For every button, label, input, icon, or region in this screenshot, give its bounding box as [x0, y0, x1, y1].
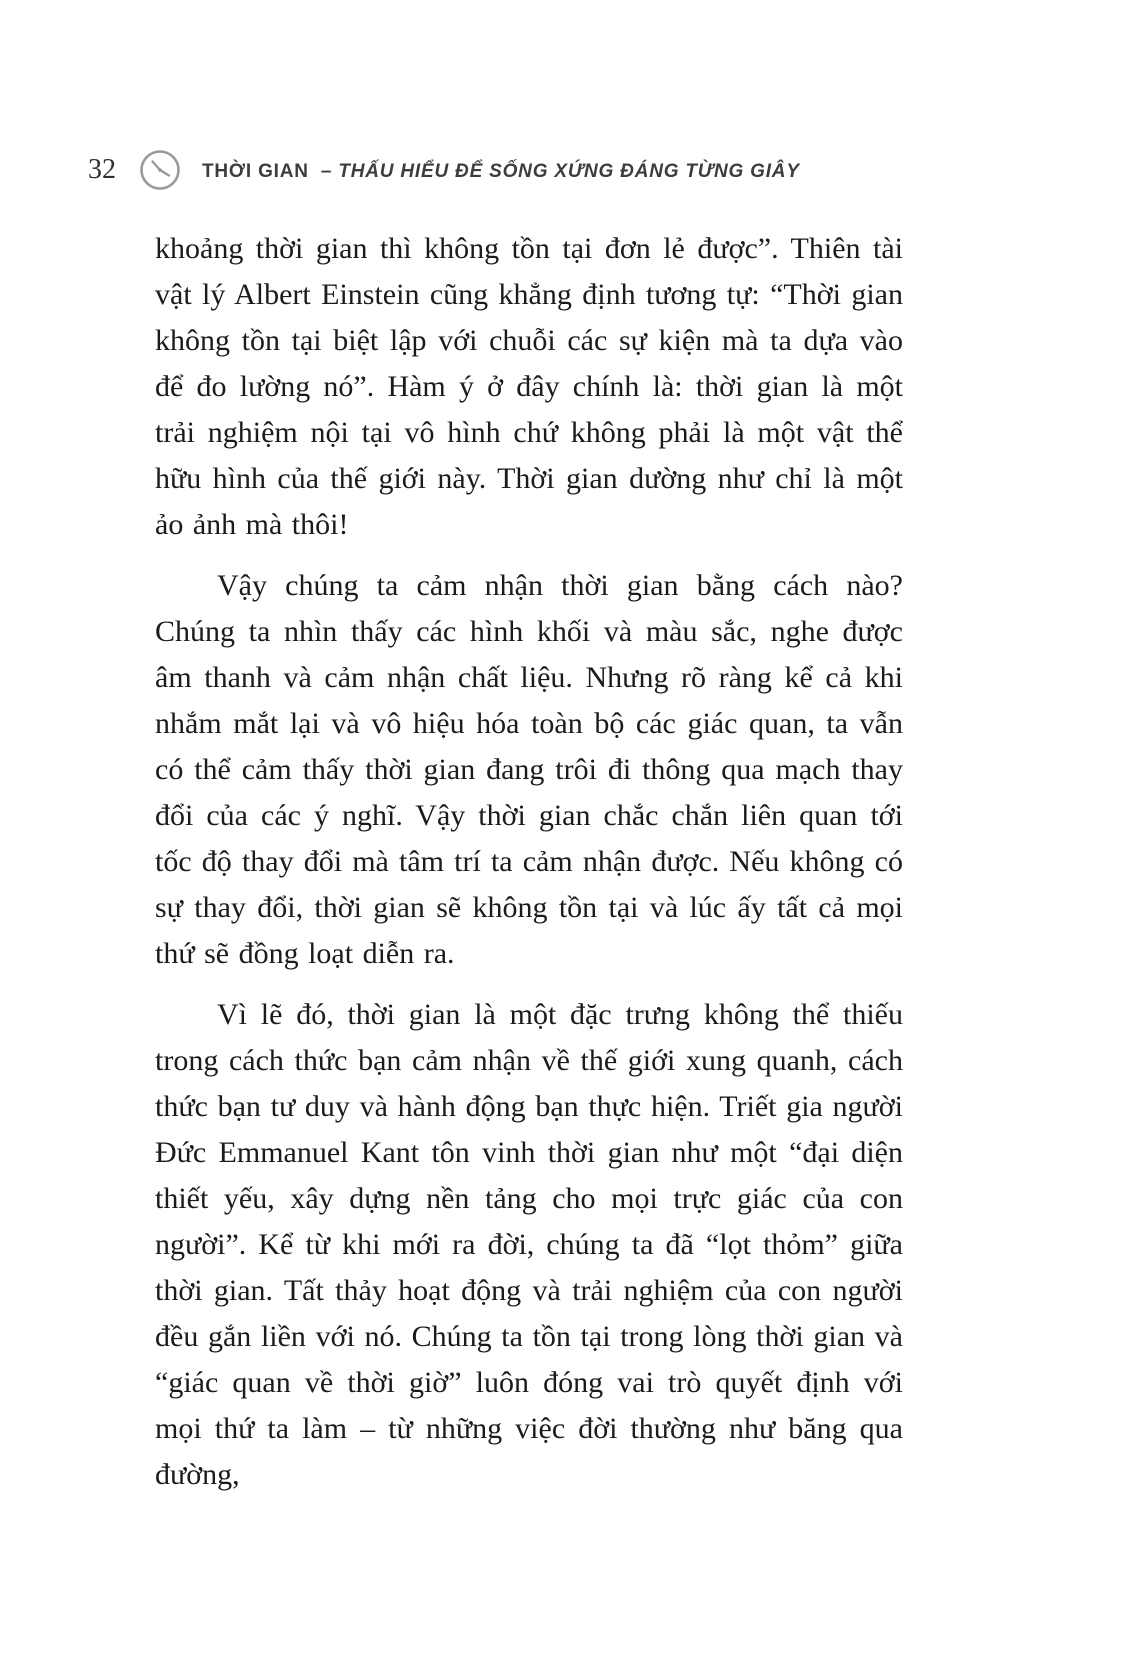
running-head-title: THỜI GIAN [202, 160, 309, 182]
paragraph-continuation: khoảng thời gian thì không tồn tại đơn lẻ được”. Thiên tài vật lý Albert Einstein cũng khẳng định tương tự: “Thời gian không tồn tại biệt lập với chuỗi các sự kiện mà ta dựa vào để đo lường nó”. Hàm ý ở đây chính là: thời gian là một trải nghiệm nội tại vô hình chứ không phải là một vật thể hữu hình của thế giới này. Thời gian dường như chỉ là một ảo ảnh mà thôi! [155, 232, 903, 541]
paragraph: Vì lẽ đó, thời gian là một đặc trưng không thể thiếu trong cách thức bạn cảm nhận về thế giới xung quanh, cách thức bạn tư duy và hành động bạn thực hiện. Triết gia người Đức Emmanuel Kant tôn vinh thời gian như một “đại diện thiết yếu, xây dựng nền tảng cho mọi trực giác của con người”. Kể từ khi mới ra đời, chúng ta đã “lọt thỏm” giữa thời gian. Tất thảy hoạt động và trải nghiệm của con người đều gắn liền với nó. Chúng ta tồn tại trong lòng thời gian và “giác quan về thời giờ” luôn đóng vai trò quyết định với mọi thứ ta làm – từ những việc đời thường như băng qua đường, [155, 998, 903, 1491]
running-head [202, 160, 800, 181]
paragraph: Vậy chúng ta cảm nhận thời gian bằng cách nào? Chúng ta nhìn thấy các hình khối và màu sắc, nghe được âm thanh và cảm nhận chất liệu. Nhưng rõ ràng kể cả khi nhắm mắt lại và vô hiệu hóa toàn bộ các giác quan, ta vẫn có thể cảm thấy thời gian đang trôi đi thông qua mạch thay đổi của các ý nghĩ. Vậy thời gian chắc chắn liên quan tới tốc độ thay đổi mà tâm trí ta cảm nhận được. Nếu không có sự thay đổi, thời gian sẽ không tồn tại và lúc ấy tất cả mọi thứ sẽ đồng loạt diễn ra. [155, 569, 903, 970]
page-body [155, 226, 903, 1513]
page-number: 32 [88, 154, 116, 185]
page-header [88, 148, 1005, 192]
clock-icon [138, 148, 182, 192]
running-head-subtitle: – THẤU HIỂU ĐỂ SỐNG XỨNG ĐÁNG TỪNG GIÂY [320, 160, 800, 182]
